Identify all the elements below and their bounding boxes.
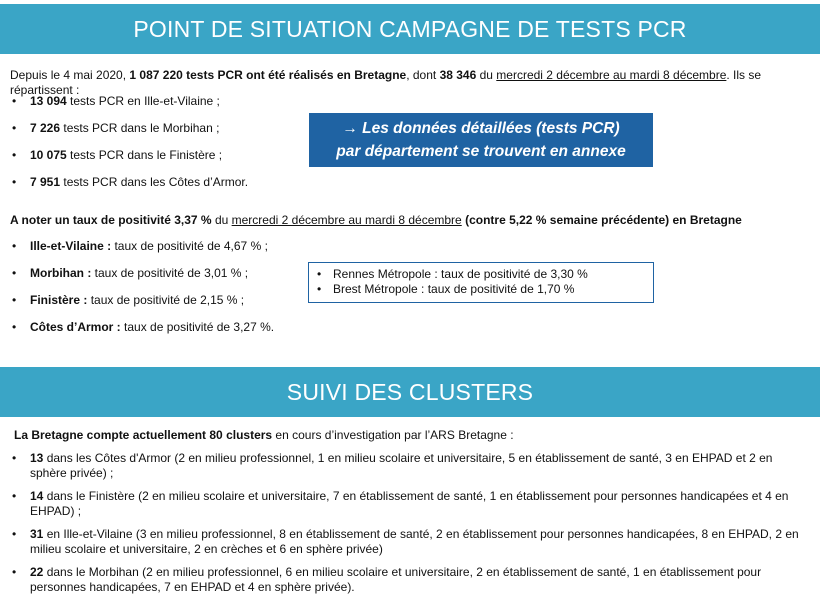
test-label: tests PCR dans le Morbihan ; [60,121,220,135]
list-item [12,527,812,557]
list-item [12,121,248,148]
cluster-detail: dans le Finistère (2 en milieu scolaire et universitaire, 7 en établissement de santé, 1 en établissement pour personnes handicapées et 4 en EHPAD) ; [30,489,789,518]
cluster-count: 22 [30,565,44,579]
clusters-list [12,451,812,603]
tests-by-department-list [12,94,248,202]
list-item: • Rennes Métropole : taux de positivité de 3,30 % [317,267,653,282]
list-item [12,239,274,266]
test-label: tests PCR dans le Finistère ; [66,148,223,162]
cluster-count: 13 [30,451,44,465]
list-item: • Brest Métropole : taux de positivité de 1,70 % [317,282,653,297]
list-item [12,489,812,519]
department-name: Ille-et-Vilaine : [30,239,112,253]
test-count: 7 226 [30,121,61,135]
intro-weekly: 38 346 [439,68,477,82]
section-title-clusters: SUIVI DES CLUSTERS [0,367,820,417]
list-item [12,451,812,481]
note-rate: A noter un taux de positivité 3,37 % [10,213,212,227]
note-comparison: (contre 5,22 % semaine précédente) en Bretagne [465,213,742,227]
list-item [12,266,274,293]
metropoles-box [308,262,654,303]
test-count: 7 951 [30,175,61,189]
note-text: du [211,213,232,227]
list-item [12,565,812,595]
list-item [12,94,248,121]
cluster-count: 31 [30,527,44,541]
section-title-tests: POINT DE SITUATION CAMPAGNE DE TESTS PCR [0,4,820,54]
list-item [12,148,248,175]
callout-line: → Les données détaillées (tests PCR) [342,120,620,137]
positivity-rate: taux de positivité de 4,67 % ; [111,239,268,253]
cluster-detail: en Ille-et-Vilaine (3 en milieu professionnel, 8 en établissement de santé, 2 en établissement pour personnes handicapées, 8 en EHPAD, 2 en milieu scolaire et universitaire, 2 en crèches et 6 en sphère privée) [30,527,799,556]
note-period: mercredi 2 décembre au mardi 8 décembre [231,213,462,227]
test-count: 10 075 [30,148,67,162]
metropoles-list [309,263,653,297]
list-item [12,293,274,320]
positivity-rate: taux de positivité de 2,15 % ; [87,293,245,307]
annex-callout [309,113,653,167]
positivity-by-department-list [12,239,274,347]
clusters-total: La Bretagne compte actuellement 80 clusters [14,428,273,442]
cluster-detail: dans le Morbihan (2 en milieu professionnel, 6 en milieu scolaire et universitaire, 2 en établissement de santé, 1 en établissement pour personnes handicapées, 7 en EHPAD et 4 en sphère privée). [30,565,762,594]
cluster-detail: dans les Côtes d'Armor (2 en milieu professionnel, 1 en milieu scolaire et universitaire, 5 en établissement de santé, 3 en EHPAD et 2 en sphère privée) ; [30,451,773,480]
positivity-rate: taux de positivité de 3,01 % ; [91,266,249,280]
intro-text: en cours d’investigation par l’ARS Bretagne : [272,428,514,442]
test-label: tests PCR en Ille-et-Vilaine ; [66,94,220,108]
intro-text: , dont [406,68,440,82]
intro-text: du [476,68,497,82]
intro-text: Depuis le 4 mai 2020, [10,68,130,82]
department-name: Morbihan : [30,266,92,280]
cluster-count: 14 [30,489,44,503]
positivity-note [10,213,742,227]
test-count: 13 094 [30,94,67,108]
department-name: Finistère : [30,293,88,307]
list-item [12,175,248,202]
test-label: tests PCR dans les Côtes d’Armor. [60,175,249,189]
department-name: Côtes d’Armor : [30,320,121,334]
intro-total: 1 087 220 tests PCR ont été réalisés en Bretagne [129,68,407,82]
intro-text: . Ils se répartissent : [10,68,762,97]
callout-line: par département se trouvent en annexe [336,143,626,160]
positivity-rate: taux de positivité de 3,27 %. [120,320,275,334]
list-item [12,320,274,347]
intro-period: mercredi 2 décembre au mardi 8 décembre [496,68,727,82]
clusters-intro [14,428,514,442]
